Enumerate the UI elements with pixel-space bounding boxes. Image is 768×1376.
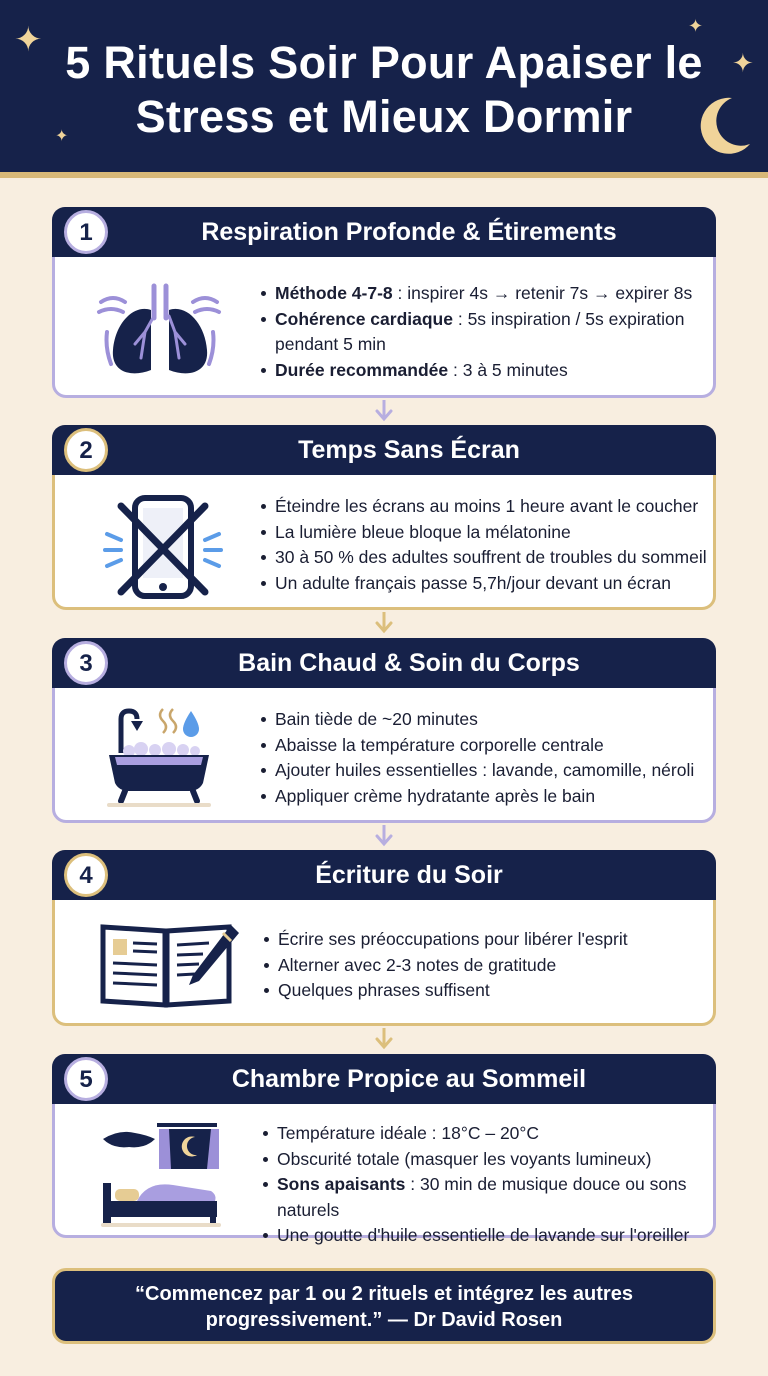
- ritual-bullet-list: [262, 927, 712, 1004]
- ritual-card-header: [52, 207, 716, 257]
- quote-banner: [52, 1268, 716, 1344]
- ritual-bullet-list: [261, 1121, 717, 1249]
- ritual-title: Chambre Propice au Sommeil: [231, 1065, 587, 1093]
- ritual-bullet-list: [259, 494, 715, 596]
- list-item: Méthode 4-7-8 : inspirer 4s → retenir 7s → expirer 8s: [259, 281, 709, 307]
- bathtub-icon: [99, 705, 219, 809]
- ritual-bullet-list: [259, 707, 715, 809]
- ritual-card-5: [52, 1054, 716, 1245]
- star-icon: ✦: [14, 21, 43, 59]
- star-icon: ✦: [732, 48, 754, 78]
- arrow-down-icon: [374, 825, 394, 847]
- header-banner: [0, 0, 768, 178]
- list-item: Bain tiède de ~20 minutes: [259, 707, 715, 733]
- list-item: Cohérence cardiaque : 5s inspiration / 5s expiration pendant 5 min: [259, 307, 709, 358]
- ritual-title: Bain Chaud & Soin du Corps: [238, 649, 580, 677]
- ritual-title: Respiration Profonde & Étirements: [201, 218, 617, 246]
- ritual-title: Temps Sans Écran: [298, 436, 520, 464]
- list-item: Température idéale : 18°C – 20°C: [261, 1121, 717, 1147]
- star-icon: ✦: [55, 128, 69, 145]
- list-item: Sons apaisants : 30 min de musique douce ou sons naturels: [261, 1172, 717, 1223]
- ritual-number-badge: 4: [64, 853, 108, 897]
- list-item: La lumière bleue bloque la mélatonine: [259, 520, 715, 546]
- list-item: Appliquer crème hydratante après le bain: [259, 784, 715, 810]
- star-icon: ✦: [688, 16, 704, 36]
- list-item: Durée recommandée : 3 à 5 minutes: [259, 358, 709, 384]
- ritual-card-header: [52, 1054, 716, 1104]
- ritual-card-header: [52, 850, 716, 900]
- ritual-card-3: [52, 638, 716, 823]
- list-item: Écrire ses préoccupations pour libérer l'esprit: [262, 927, 712, 953]
- ritual-number-badge: 2: [64, 428, 108, 472]
- lungs-icon: [95, 280, 225, 380]
- list-item: Une goutte d'huile essentielle de lavande sur l'oreiller: [261, 1223, 717, 1249]
- arrow-down-icon: [374, 400, 394, 422]
- ritual-card-1: [52, 207, 716, 398]
- list-item: Un adulte français passe 5,7h/jour devant un écran: [259, 571, 715, 597]
- list-item: Ajouter huiles essentielles : lavande, camomille, néroli: [259, 758, 715, 784]
- list-item: Obscurité totale (masquer les voyants lumineux): [261, 1147, 717, 1173]
- ritual-card-4: [52, 850, 716, 1026]
- ritual-card-2: [52, 425, 716, 610]
- ritual-number-badge: 1: [64, 210, 108, 254]
- arrow-down-icon: [374, 612, 394, 634]
- ritual-bullet-list: [259, 281, 709, 383]
- ritual-card-header: [52, 638, 716, 688]
- list-item: Éteindre les écrans au moins 1 heure avant le coucher: [259, 494, 715, 520]
- quote-text: “Commencez par 1 ou 2 rituels et intégrez les autres progressivement.” — Dr David Rosen: [135, 1283, 633, 1331]
- ritual-title: Écriture du Soir: [315, 861, 503, 889]
- bedroom-icon: [99, 1119, 229, 1229]
- list-item: Quelques phrases suffisent: [262, 978, 712, 1004]
- list-item: 30 à 50 % des adultes souffrent de troubles du sommeil: [259, 545, 715, 571]
- ritual-number-badge: 3: [64, 641, 108, 685]
- ritual-number-badge: 5: [64, 1057, 108, 1101]
- journal-pen-icon: [99, 919, 239, 1011]
- list-item: Alterner avec 2-3 notes de gratitude: [262, 953, 712, 979]
- no-phone-icon: [103, 494, 223, 604]
- page-title: 5 Rituels Soir Pour Apaiser le Stress et Mieux Dormir: [65, 37, 703, 142]
- arrow-down-icon: [374, 1028, 394, 1050]
- list-item: Abaisse la température corporelle centrale: [259, 733, 715, 759]
- ritual-card-header: [52, 425, 716, 475]
